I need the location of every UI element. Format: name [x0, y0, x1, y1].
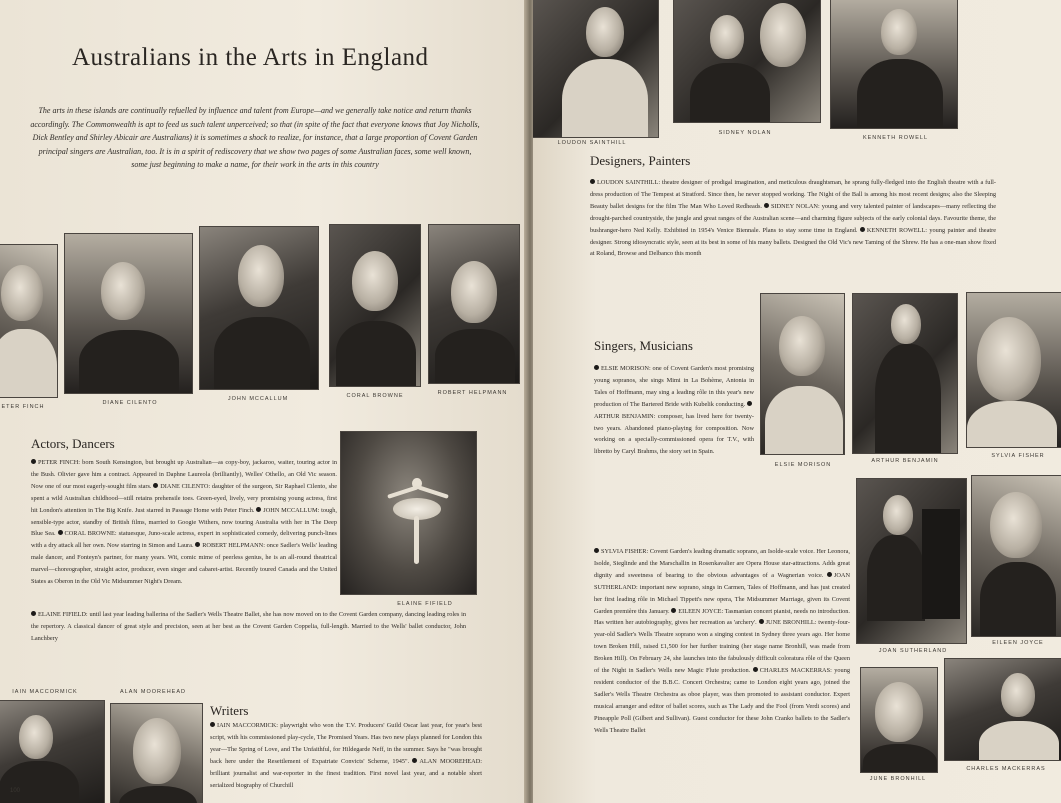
- actor-entry: DIANE CILENTO: daughter of the surgeon, Sir Raphael Cilento, she spent a wild Australian childhood—still retains prehensile toes. Green-eyed, lively, very promising young actress, first hit London's attention in The Big Knife. Just starred in Passage Home with Peter Finch.: [31, 482, 337, 514]
- caption-iain-maccormick: IAIN MACCORMICK: [12, 689, 78, 695]
- caption-kenneth-rowell: KENNETH ROWELL: [862, 135, 929, 141]
- photo-joan-sutherland: [856, 478, 967, 644]
- designer-entry: KENNETH ROWELL: young painter and theatre designer. Strong idiosyncratic style, seen at its best in some of his many ballets. Designed the Old Vic's new Taming of the Shrew. He has a one-man show fixed at Roland, Browse and Delbanco this month: [590, 226, 996, 258]
- photo-elaine-fifield: [340, 431, 477, 595]
- photo-elsie-morison: [760, 293, 845, 455]
- caption-loudon-sainthill: LOUDON SAINTHILL: [557, 140, 627, 146]
- writers-text: [210, 720, 482, 802]
- singer-entry: JOAN SUTHERLAND: important new soprano, sings in Carmen, Tales of Hoffmann, and has just created her first leading rôle in Michael Tippett's new opera, The Midsummer Marriage, given its Covent Garden première this January.: [594, 571, 850, 615]
- right-page: [533, 0, 1061, 803]
- singer-entry: CHARLES MACKERRAS: young resident conductor of the B.B.C. Concert Orchestra; came to London eight years ago, joined the Sadler's Wells Theatre Orchestra as oboe player, was then promoted to assistant conductor. Expert musical arranger and editor of ballet scores, such as The Lady and the Fool (from Verdi scores) and Pineapple Poll (Gilbert and Sullivan). Guest conductor for these John Cranko ballets to the Sadler's Wells Theatre Ballet: [594, 667, 850, 734]
- photo-june-bronhill: [860, 667, 938, 773]
- designer-entry: LOUDON SAINTHILL: theatre designer of prodigal imagination, and meticulous draughtsman, he sprang fully-fledged into the English theatre with a full-dress production of The Tempest at Stratford. Since then, he never stopped working. The Night of the Ball is among his most recent designs; also the Sleeping Beauty ballet designs for the film The Man Who Loved Redheads.: [590, 179, 996, 210]
- caption-elsie-morison: ELSIE MORISON: [774, 462, 832, 468]
- caption-sidney-nolan: SIDNEY NOLAN: [718, 130, 772, 136]
- caption-peter-finch: ETER FINCH: [1, 404, 45, 410]
- caption-arthur-benjamin: ARTHUR BENJAMIN: [871, 458, 939, 464]
- caption-alan-moorehead: ALAN MOOREHEAD: [120, 689, 186, 695]
- photo-sidney-nolan: [673, 0, 821, 123]
- photo-eileen-joyce: [971, 475, 1061, 637]
- heading-writers: Writers: [210, 703, 249, 718]
- singers-column-text: [594, 363, 754, 545]
- singer-entry: SYLVIA FISHER: Covent Garden's leading dramatic soprano, an Isolde-scale voice. Her Leonora, Isolde, Sieglinde and the Marschallin in Rosenkavalier are Opera House star-attractions. Adds great dignity and sweetness of bearing to the obvious advantages of a Wagnerian voice.: [594, 548, 850, 579]
- singer-entry: ARTHUR BENJAMIN: composer, has lived here for twenty-two years. Abandoned piano-playing for composition. Now working on a specially-commissioned opera for T.V., with libretto by Caryl Brahms, the story set in Spain.: [594, 412, 754, 456]
- photo-robert-helpmann: [428, 224, 520, 384]
- photo-arthur-benjamin: [852, 293, 958, 454]
- page-title: Australians in the Arts in England: [72, 44, 429, 71]
- designer-entry: SIDNEY NOLAN: young and very talented painter of landscapes—many reflecting the drought-parched countryside, the jungle and great ranges of the Australian scene—and charming figure subjects of the early colonial days. Favourite theme, the bushranger-hero Ned Kelly. Exhibited in 1954's Venice Biennale. Plans to stay some time in England.: [590, 202, 996, 234]
- writer-entry: ALAN MOOREHEAD: brilliant journalist and war-reporter in the finest tradition. First novel last year, and a notable short serialized biography of Churchill: [210, 757, 482, 789]
- intro-paragraph: The arts in these islands are continually refuelled by influence and talent from Europe—and we generally take notice and return thanks accordingly. The Commonwealth is apt to feed us such talent unperceived; so that (in spite of the fact that everyone knows that Joy Nicholls, Dick Bentley and Shirley Abicair are Australians) it is sometimes a shock to realize, for instance, that a large proportion of Covent Garden principal singers are Australian, too. It is in a spirit of rediscovery that we show two pages of some Australian faces, some well known, some just beginning to make a name, for their work in the arts in this country: [30, 106, 480, 169]
- caption-robert-helpmann: ROBERT HELPMANN: [437, 390, 508, 396]
- photo-charles-mackerras: [944, 658, 1061, 761]
- caption-elaine-fifield: ELAINE FIFIELD: [397, 601, 453, 607]
- actor-entry: CORAL BROWNE: statuesque, Juno-scale actress, expert in sophisticated comedy, delivering punch-lines with a dry attack all her own. Now starring in Simon and Laura.: [31, 530, 337, 550]
- designers-text: [590, 177, 996, 285]
- actor-entry: ROBERT HELPMANN: once Sadler's Wells' leading male dancer, and Fonteyn's partner, for many years. Wit, comic mime of peerless genius, he is an all-round theatrical marvel—choreographer, straight actor, producer, even singer and cabaret-artist. Recently toured Canada and the United States as Oberon in the Old Vic Midsummer Night's Dream.: [31, 542, 337, 586]
- photo-alan-moorehead: [110, 703, 203, 803]
- caption-sylvia-fisher: SYLVIA FISHER: [991, 453, 1045, 459]
- writer-entry: IAIN MACCORMICK: playwright who won the T.V. Producers' Guild Oscar last year, for year's best script, with his commissioned play-cycle, The Promised Years. Has two new plays planned for London this year—The Spring of Love, and The Unfaithful, for Hildegarde Neff, in the summer. Says he "was brought back here under the Resettlement of Expatriate Convicts' Scheme, 1945".: [210, 722, 482, 765]
- caption-coral-browne: CORAL BROWNE: [346, 393, 404, 399]
- photo-coral-browne: [329, 224, 421, 387]
- heading-actors-dancers: Actors, Dancers: [31, 436, 115, 451]
- photo-diane-cilento: [64, 233, 193, 394]
- photo-sylvia-fisher: [966, 292, 1061, 448]
- page-number: 100: [10, 788, 21, 794]
- actor-entry: JOHN MCCALLUM: tough, sensible-type actor, standby of British films, married to Googie Withers, now touring Australia with her in The Deep Blue Sea.: [31, 506, 337, 538]
- caption-john-mccallum: JOHN MCCALLUM: [227, 396, 289, 402]
- caption-charles-mackerras: CHARLES MACKERRAS: [966, 766, 1046, 772]
- caption-joan-sutherland: JOAN SUTHERLAND: [878, 648, 948, 654]
- actors-text: [31, 457, 337, 607]
- photo-kenneth-rowell: [830, 0, 958, 129]
- singer-entry: ELSIE MORISON: one of Covent Garden's most promising young sopranos, she sings Mimi in La Bohème, Antonia in Tales of Hoffmann, may sing a leading rôle in this year's new production of The Bartered Bride with Kubelik conducting.: [594, 365, 754, 408]
- heading-singers-musicians: Singers, Musicians: [594, 338, 693, 353]
- caption-eileen-joyce: EILEEN JOYCE: [992, 640, 1044, 646]
- actors-text-continued: [31, 609, 466, 645]
- actor-entry: PETER FINCH: born South Kensington, but brought up Australian—as copy-boy, jackaroo, waiter, touring actor in the Bush. Olivier gave him a contract. Appeared in Daphne Laureola (brilliantly), Welles' Othello, an Old Vic season. Now one of our most eagerly-sought film stars.: [31, 459, 337, 490]
- singer-entry: JUNE BRONHILL: twenty-four-year-old Sadler's Wells Theatre soprano won a singing contest in Sydney three years ago. Her home town Broken Hill, raised £1,500 for her further training (her stage name Bronhill, was made from Broken Hill). On February 24, she launches into the fabulously difficult coloratura rôle of the Queen of the Night in Sadler's Wells new Magic Flute production.: [594, 619, 850, 675]
- photo-john-mccallum: [199, 226, 319, 390]
- caption-diane-cilento: DIANE CILENTO: [102, 400, 158, 406]
- singers-wide-text: [594, 546, 850, 790]
- heading-designers-painters: Designers, Painters: [590, 153, 691, 168]
- left-page: [0, 0, 527, 803]
- photo-peter-finch: [0, 244, 58, 398]
- actor-entry: ELAINE FIFIELD: until last year leading ballerina of the Sadler's Wells Theatre Ballet, she has now moved on to the Covent Garden company, dancing leading roles in the repertory. A classical dancer of great style and precision, seen at her best as the Covent Garden Coppelia, full-length. Married to the Wells' ballet conductor, John Lanchbery: [31, 611, 466, 642]
- photo-loudon-sainthill: [533, 0, 659, 138]
- singer-entry: EILEEN JOYCE: Tasmanian concert pianist, needs no introduction. Has written her autobiography, gives her recreation as 'archery'.: [594, 607, 850, 627]
- caption-june-bronhill: JUNE BRONHILL: [869, 776, 927, 782]
